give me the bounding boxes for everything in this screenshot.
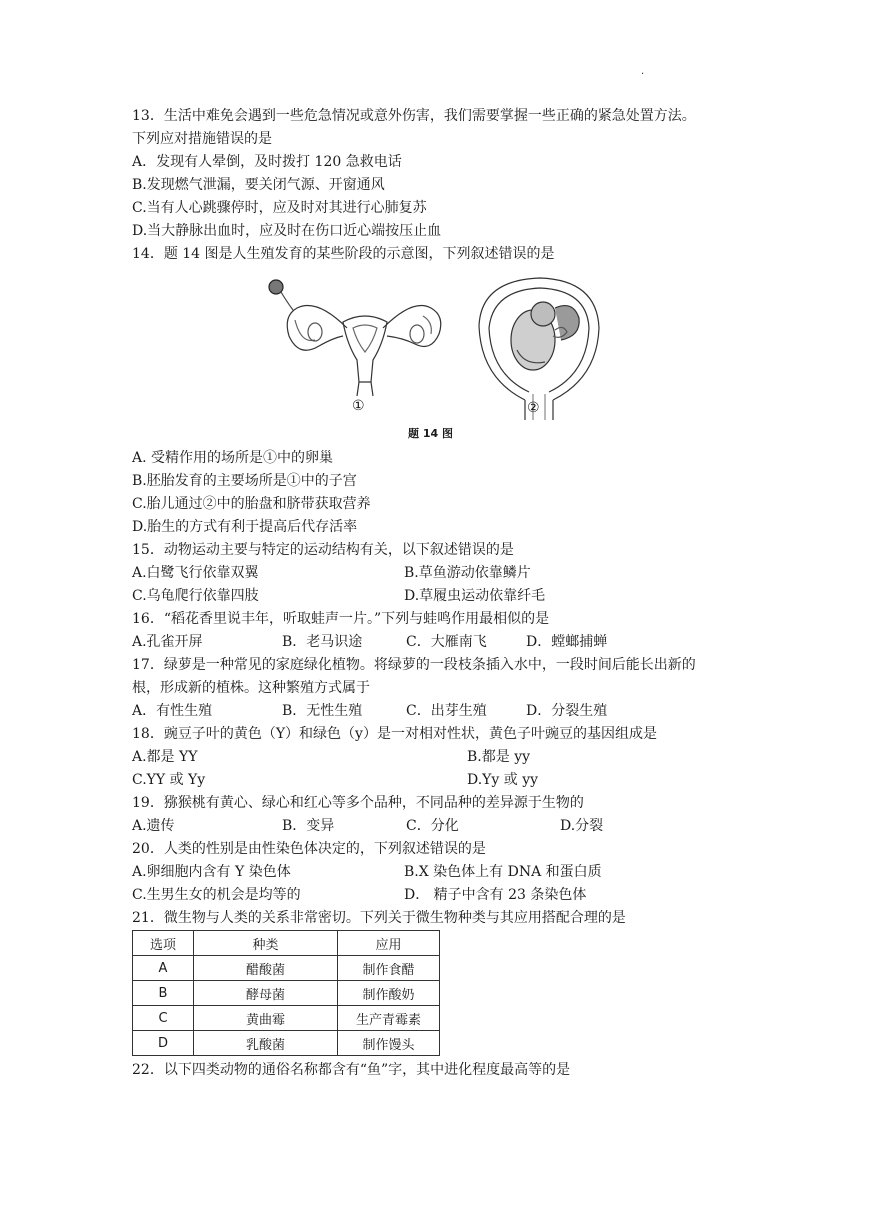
q19-option-c: C．分化 [406,818,459,834]
q14-figure [255,270,625,445]
q18-option-c: C.YY 或 Yy [132,772,206,788]
q15-stem: 15．动物运动主要与特定的运动结构有关，以下叙述错误的是 [132,542,514,558]
table-cell: B [133,981,194,1006]
q19-option-b: B．变异 [282,818,335,834]
table-cell: 黄曲霉 [194,1006,338,1031]
q13-stem-line2: 下列应对措施错误的是 [132,131,272,147]
q14-stem: 14．题 14 图是人生殖发育的某些阶段的示意图，下列叙述错误的是 [132,246,555,262]
figure-caption: 题 14 图 [408,427,453,440]
table-header-cell: 选项 [133,931,194,956]
q19-stem: 19．猕猴桃有黄心、绿心和红心等多个品种，不同品种的差异源于生物的 [132,795,584,811]
q14-option-b: B.胚胎发育的主要场所是①中的子宫 [132,473,357,489]
q13-option-a: A．发现有人晕倒，及时拨打 120 急救电话 [132,154,402,170]
table-row [133,1031,440,1056]
table-cell: 醋酸菌 [194,956,338,981]
table-row [133,956,440,981]
q14-option-c: C.胎儿通过②中的胎盘和脐带获取营养 [132,496,371,512]
q22-stem: 22．以下四类动物的通俗名称都含有“鱼”字，其中进化程度最高等的是 [132,1062,571,1078]
table-header-cell: 种类 [194,931,338,956]
q15-option-b: B.草鱼游动依靠鳞片 [404,565,531,581]
q13-option-c: C.当有人心跳骤停时，应及时对其进行心肺复苏 [132,200,427,216]
table-cell: C [133,1006,194,1031]
table-cell: 生产青霉素 [338,1006,440,1031]
q20-option-d: D． 精子中含有 23 条染色体 [404,887,587,903]
q14-option-d: D.胎生的方式有利于提高后代存活率 [132,519,358,535]
q13-option-d: D.当大静脉出血时，应及时在伤口近心端按压止血 [132,223,442,239]
uterus-illustration [269,280,441,396]
q18-stem: 18．豌豆子叶的黄色（Y）和绿色（y）是一对相对性状，黄色子叶豌豆的基因组成是 [132,726,657,742]
q16-stem: 16．“稻花香里说丰年，听取蛙声一片。”下列与蛙鸣作用最相似的是 [132,611,550,627]
q20-option-a: A.卵细胞内含有 Y 染色体 [132,864,291,880]
page-dot: . [641,66,645,77]
q18-option-a: A.都是 YY [132,749,198,765]
q14-option-a: A. 受精作用的场所是①中的卵巢 [132,450,334,466]
q17-option-a: A．有性生殖 [132,703,213,719]
q16-option-d: D．螳螂捕蝉 [526,634,608,650]
figure-label-2: ② [527,400,540,416]
q16-option-a: A.孔雀开屏 [132,634,203,650]
table-row [133,1006,440,1031]
q17-option-b: B．无性生殖 [282,703,363,719]
q18-option-b: B.都是 yy [467,749,531,765]
q21-table [132,930,440,1056]
q20-option-b: B.X 染色体上有 DNA 和蛋白质 [404,864,602,880]
q17-option-c: C．出芽生殖 [406,703,487,719]
q15-option-a: A.白鹭飞行依靠双翼 [132,565,259,581]
fetus-illustration [479,278,599,420]
table-row [133,981,440,1006]
figure-label-1: ① [352,398,365,414]
table-cell: A [133,956,194,981]
q17-option-d: D．分裂生殖 [526,703,608,719]
q20-option-c: C.生男生女的机会是均等的 [132,887,301,903]
q19-option-a: A.遗传 [132,818,175,834]
q19-option-d: D.分裂 [560,818,604,834]
table-header-cell: 应用 [338,931,440,956]
q18-option-d: D.Yy 或 yy [467,772,539,788]
q21-stem: 21．微生物与人类的关系非常密切。下列关于微生物种类与其应用搭配合理的是 [132,910,626,926]
q16-option-c: C．大雁南飞 [406,634,487,650]
table-cell: 制作食醋 [338,956,440,981]
table-cell: 制作馒头 [338,1031,440,1056]
q20-stem: 20．人类的性别是由性染色体决定的，下列叙述错误的是 [132,841,486,857]
q13-stem-line1: 13．生活中难免会遇到一些危急情况或意外伤害，我们需要掌握一些正确的紧急处置方法。 [132,108,696,124]
table-cell: D [133,1031,194,1056]
q13-option-b: B.发现燃气泄漏，要关闭气源、开窗通风 [132,177,385,193]
table-header-row [133,931,440,956]
table-cell: 乳酸菌 [194,1031,338,1056]
table-cell: 制作酸奶 [338,981,440,1006]
q15-option-c: C.乌龟爬行依靠四肢 [132,588,259,604]
q17-stem-line1: 17．绿萝是一种常见的家庭绿化植物。将绿萝的一段枝条插入水中，一段时间后能长出新的 [132,657,696,673]
reproductive-diagram [255,270,625,445]
table-cell: 酵母菌 [194,981,338,1006]
q16-option-b: B．老马识途 [282,634,363,650]
q15-option-d: D.草履虫运动依靠纤毛 [404,588,546,604]
q17-stem-line2: 根，形成新的植株。这种繁殖方式属于 [132,680,370,696]
